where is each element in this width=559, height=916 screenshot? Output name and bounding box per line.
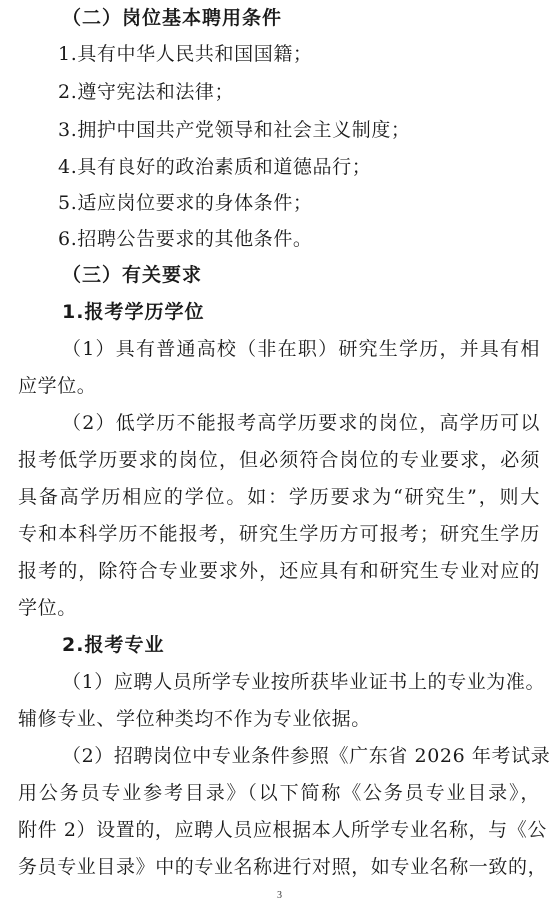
paragraph-line: （2）低学历不能报考高学历要求的岗位，高学历可以	[62, 412, 540, 434]
subheading-major: 2.报考专业	[62, 634, 165, 656]
paragraph-line: 学位。	[18, 597, 77, 619]
paragraph-line: 务员专业目录》中的专业名称进行对照，如专业名称一致的，	[18, 856, 548, 878]
paragraph-line: 具备高学历相应的学位。如：学历要求为“研究生”，则大	[18, 486, 540, 508]
paragraph-line: 专和本科学历不能报考，研究生学历方可报考；研究生学历	[18, 523, 540, 545]
paragraph-line: 辅修专业、学位种类均不作为专业依据。	[18, 708, 371, 730]
section-heading-requirements: （三）有关要求	[62, 264, 203, 286]
condition-item-3: 3.拥护中国共产党领导和社会主义制度；	[58, 119, 411, 141]
page-number: 3	[277, 890, 282, 901]
paragraph-line: （2）招聘岗位中专业条件参照《广东省 2026 年考试录	[62, 745, 551, 767]
condition-item-6: 6.招聘公告要求的其他条件。	[58, 228, 313, 250]
paragraph-line: 报考的，除符合专业要求外，还应具有和研究生专业对应的	[18, 560, 540, 582]
section-heading-basic-conditions: （二）岗位基本聘用条件	[62, 7, 283, 29]
condition-item-5: 5.适应岗位要求的身体条件；	[58, 192, 313, 214]
paragraph-line: 应学位。	[18, 375, 97, 397]
condition-item-2: 2.遵守宪法和法律；	[58, 81, 235, 103]
condition-item-1: 1.具有中华人民共和国国籍；	[58, 43, 313, 65]
paragraph-line: （1）应聘人员所学专业按所获毕业证书上的专业为准。	[62, 671, 546, 693]
paragraph-line: （1）具有普通高校（非在职）研究生学历，并具有相	[62, 338, 540, 360]
paragraph-line: 用公务员专业参考目录》（以下简称《公务员专业目录》，	[18, 782, 540, 804]
subheading-education-degree: 1.报考学历学位	[62, 301, 205, 323]
paragraph-line: 报考低学历要求的岗位，但必须符合岗位的专业要求，必须	[18, 449, 540, 471]
condition-item-4: 4.具有良好的政治素质和道德品行；	[58, 156, 372, 178]
paragraph-line: 附件 2）设置的，应聘人员应根据本人所学专业名称，与《公	[18, 819, 547, 841]
